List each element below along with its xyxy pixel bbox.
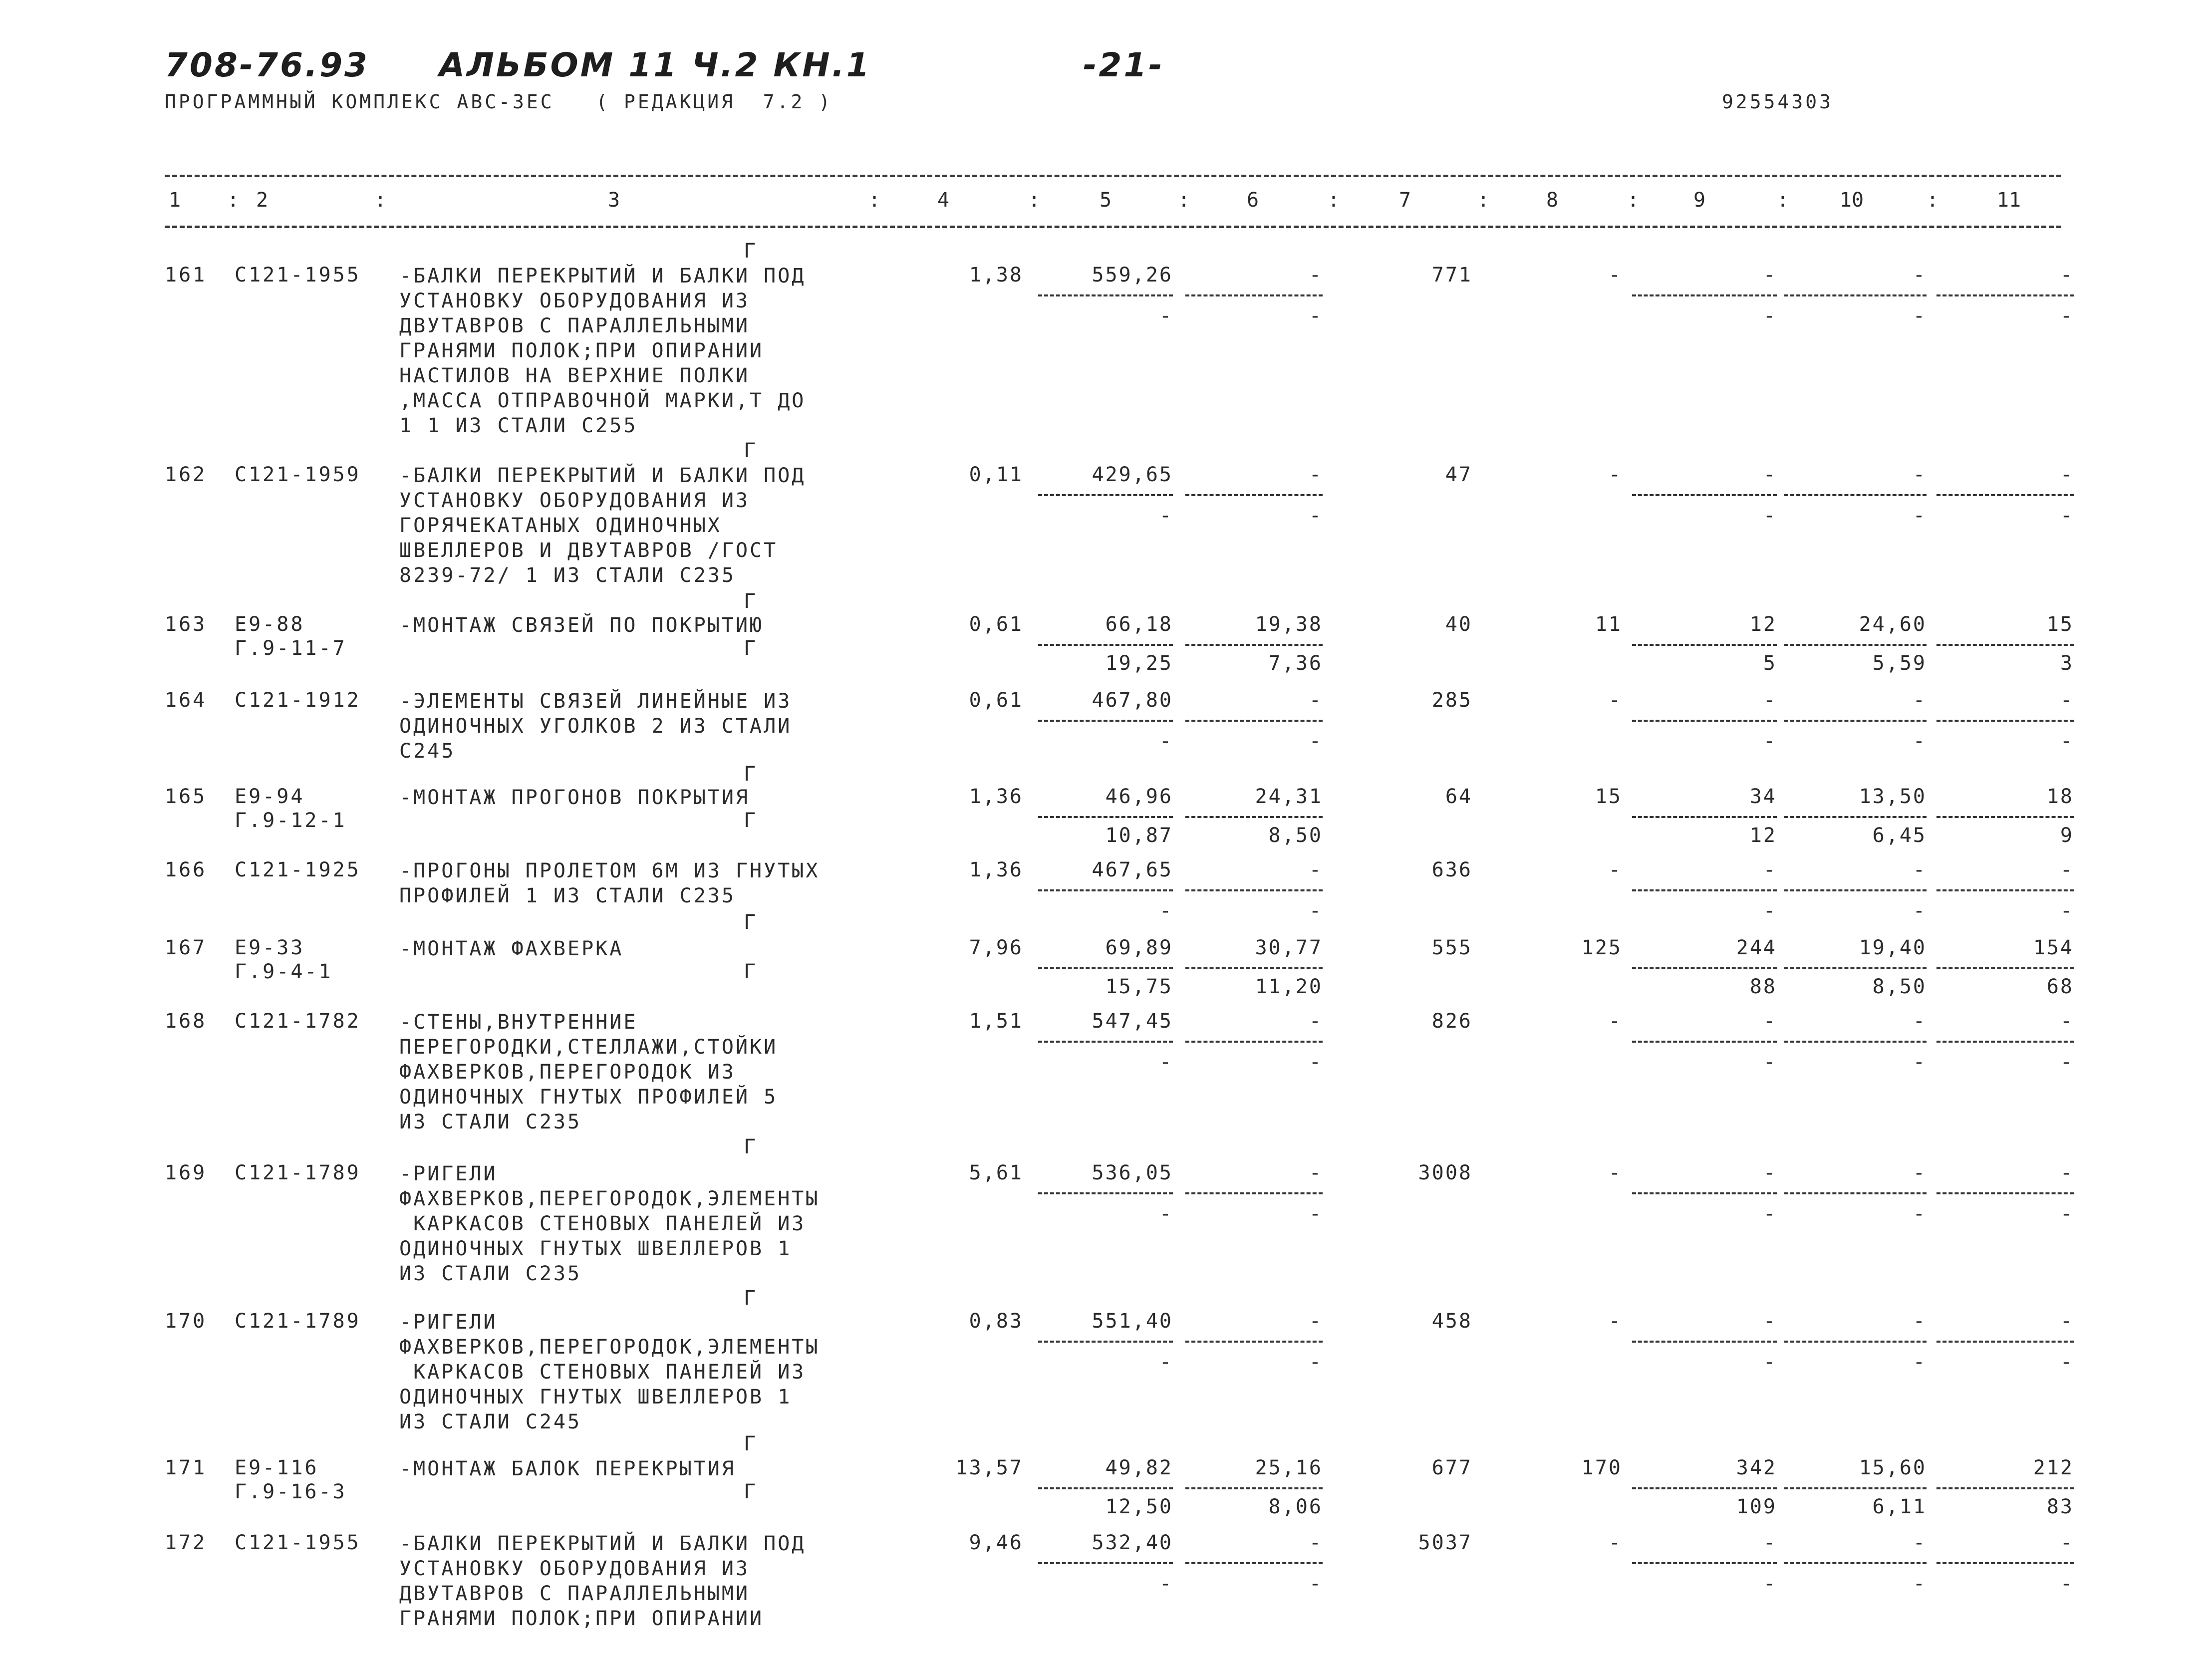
value-c6: - <box>1309 1531 1323 1554</box>
value-divider <box>1936 1487 2074 1489</box>
value-c4: 1,36 <box>969 785 1023 808</box>
value-lower-c10: - <box>1913 1202 1927 1225</box>
value-divider <box>1632 1341 1777 1343</box>
value-lower-c10: - <box>1913 899 1927 922</box>
value-c4: 9,46 <box>969 1531 1023 1554</box>
column-header-6: 6 <box>1246 189 1259 212</box>
value-divider <box>1936 294 2074 296</box>
row-description: -БАЛКИ ПЕРЕКРЫТИЙ И БАЛКИ ПОД УСТАНОВКУ ОБОРУДОВАНИЯ ИЗ ГОРЯЧЕКАТАНЫХ ОДИНОЧНЫХ ШВЕЛЛЕРОВ И ДВУТАВРОВ /ГОСТ 8239-72/ 1 ИЗ СТАЛИ С235 <box>399 464 806 587</box>
column-separator: : <box>1328 189 1340 212</box>
value-divider <box>1632 720 1777 722</box>
value-c7: 64 <box>1445 785 1472 808</box>
value-lower-c11: - <box>2060 1351 2074 1374</box>
value-divider <box>1185 644 1323 646</box>
value-c5: 66,18 <box>1105 613 1173 636</box>
value-c11: - <box>2060 1010 2074 1033</box>
row-description: -БАЛКИ ПЕРЕКРЫТИЙ И БАЛКИ ПОД УСТАНОВКУ ОБОРУДОВАНИЯ ИЗ ДВУТАВРОВ С ПАРАЛЛЕЛЬНЫМИ ГРАНЯМИ ПОЛОК;ПРИ ОПИРАНИИ <box>399 1532 806 1630</box>
row-code: С121-1955 <box>235 1531 361 1554</box>
row-code: С121-1925 <box>235 858 361 881</box>
row-code: С121-1782 <box>235 1010 361 1033</box>
value-c10: - <box>1913 463 1927 486</box>
column-separator: : <box>374 189 387 212</box>
marker-g: Г <box>744 960 756 983</box>
column-separator: : <box>868 189 881 212</box>
value-c9: - <box>1763 463 1777 486</box>
value-divider <box>1784 294 1927 296</box>
value-divider <box>1936 494 2074 496</box>
column-separator: : <box>1477 189 1490 212</box>
column-separator: : <box>227 189 240 212</box>
value-c7: 285 <box>1431 689 1472 712</box>
value-lower-c6: - <box>1309 504 1323 527</box>
value-c9: - <box>1763 689 1777 712</box>
value-c11: - <box>2060 1310 2074 1333</box>
value-c9: - <box>1763 858 1777 881</box>
row-code-secondary: Г.9-16-3 <box>235 1480 347 1503</box>
value-c11: 154 <box>2033 936 2074 959</box>
value-c7: 3008 <box>1418 1161 1472 1184</box>
value-divider <box>1632 889 1777 891</box>
value-divider <box>1784 1341 1927 1343</box>
value-lower-c10: 5,59 <box>1872 652 1927 675</box>
value-c8: - <box>1608 1161 1622 1184</box>
value-lower-c6: - <box>1309 1351 1323 1374</box>
value-c4: 5,61 <box>969 1161 1023 1184</box>
row-number: 171 <box>165 1456 207 1479</box>
value-divider <box>1632 1192 1777 1194</box>
value-c5: 429,65 <box>1092 463 1173 486</box>
value-divider <box>1185 1562 1323 1564</box>
value-c11: - <box>2060 264 2074 286</box>
value-c8: - <box>1608 463 1622 486</box>
value-lower-c10: - <box>1913 304 1927 327</box>
value-divider <box>1936 889 2074 891</box>
marker-g: Г <box>744 1480 756 1503</box>
value-divider <box>1038 720 1173 722</box>
value-c5: 532,40 <box>1092 1531 1173 1554</box>
value-lower-c5: - <box>1159 899 1173 922</box>
value-lower-c11: - <box>2060 304 2074 327</box>
value-c9: - <box>1763 1310 1777 1333</box>
value-c11: - <box>2060 1531 2074 1554</box>
value-lower-c6: 11,20 <box>1255 975 1323 998</box>
marker-g: Г <box>744 1432 756 1455</box>
value-c10: 19,40 <box>1859 936 1927 959</box>
marker-g: Г <box>744 439 756 462</box>
doc-code: 708-76.93 <box>165 46 369 84</box>
value-lower-c6: 8,06 <box>1268 1495 1323 1518</box>
value-c11: 18 <box>2046 785 2074 808</box>
value-divider <box>1038 1192 1173 1194</box>
value-divider <box>1632 1562 1777 1564</box>
value-lower-c6: - <box>1309 1202 1323 1225</box>
value-c8: - <box>1608 264 1622 286</box>
value-c7: 458 <box>1431 1310 1472 1333</box>
column-header-10: 10 <box>1839 189 1864 212</box>
row-description: -ПРОГОНЫ ПРОЛЕТОМ 6М ИЗ ГНУТЫХ ПРОФИЛЕЙ 1 ИЗ СТАЛИ С235 <box>399 859 820 907</box>
value-divider <box>1632 494 1777 496</box>
value-divider <box>1936 967 2074 969</box>
value-lower-c10: 8,50 <box>1872 975 1927 998</box>
value-lower-c9: 5 <box>1763 652 1777 675</box>
value-divider <box>1185 494 1323 496</box>
value-lower-c5: - <box>1159 1351 1173 1374</box>
value-c7: 40 <box>1445 613 1472 636</box>
value-lower-c5: - <box>1159 1572 1173 1595</box>
value-lower-c9: - <box>1763 1202 1777 1225</box>
value-c10: 13,50 <box>1859 785 1927 808</box>
page-number: -21- <box>1083 46 1164 84</box>
value-c6: - <box>1309 1161 1323 1184</box>
value-lower-c11: - <box>2060 504 2074 527</box>
value-c7: 5037 <box>1418 1531 1472 1554</box>
marker-g: Г <box>744 911 756 934</box>
value-lower-c6: - <box>1309 899 1323 922</box>
value-lower-c9: 88 <box>1749 975 1777 998</box>
value-c9: - <box>1763 1010 1777 1033</box>
value-lower-c11: - <box>2060 1572 2074 1595</box>
value-lower-c9: - <box>1763 899 1777 922</box>
row-code: Е9-116 <box>235 1456 319 1479</box>
value-lower-c5: 12,50 <box>1105 1495 1173 1518</box>
header-rule-bottom <box>165 226 2061 228</box>
value-c8: - <box>1608 858 1622 881</box>
marker-g: Г <box>744 1135 756 1158</box>
marker-g: Г <box>744 809 756 832</box>
value-lower-c9: - <box>1763 504 1777 527</box>
value-divider <box>1784 1041 1927 1043</box>
row-description: -МОНТАЖ ФАХВЕРКА <box>399 937 624 960</box>
value-lower-c11: - <box>2060 899 2074 922</box>
column-header-4: 4 <box>937 189 950 212</box>
value-c6: 19,38 <box>1255 613 1323 636</box>
row-number: 162 <box>165 463 207 486</box>
value-lower-c11: 68 <box>2046 975 2074 998</box>
value-c6: 25,16 <box>1255 1456 1323 1479</box>
value-c5: 467,80 <box>1092 689 1173 712</box>
value-c4: 0,11 <box>969 463 1023 486</box>
value-divider <box>1936 1341 2074 1343</box>
value-c8: - <box>1608 1010 1622 1033</box>
value-c11: - <box>2060 858 2074 881</box>
value-c4: 1,51 <box>969 1010 1023 1033</box>
value-c4: 0,61 <box>969 613 1023 636</box>
value-lower-c5: - <box>1159 1051 1173 1074</box>
value-c6: - <box>1309 463 1323 486</box>
value-c10: - <box>1913 1010 1927 1033</box>
value-divider <box>1936 1192 2074 1194</box>
value-c5: 547,45 <box>1092 1010 1173 1033</box>
value-c4: 0,61 <box>969 689 1023 712</box>
value-c11: - <box>2060 1161 2074 1184</box>
row-description: -РИГЕЛИ ФАХВЕРКОВ,ПЕРЕГОРОДОК,ЭЛЕМЕНТЫ КАРКАСОВ СТЕНОВЫХ ПАНЕЛЕЙ ИЗ ОДИНОЧНЫХ ГНУТЫХ ШВЕЛЛЕРОВ 1 ИЗ СТАЛИ С245 <box>399 1311 820 1433</box>
value-c6: 30,77 <box>1255 936 1323 959</box>
value-divider <box>1784 889 1927 891</box>
value-divider <box>1185 1192 1323 1194</box>
value-c4: 0,83 <box>969 1310 1023 1333</box>
value-c5: 551,40 <box>1092 1310 1173 1333</box>
value-c10: 15,60 <box>1859 1456 1927 1479</box>
value-c9: - <box>1763 264 1777 286</box>
value-c6: - <box>1309 858 1323 881</box>
row-number: 161 <box>165 264 207 286</box>
value-divider <box>1936 1041 2074 1043</box>
column-separator: : <box>1777 189 1789 212</box>
value-lower-c5: 10,87 <box>1105 824 1173 847</box>
value-c8: 170 <box>1581 1456 1622 1479</box>
value-lower-c6: - <box>1309 304 1323 327</box>
row-description: -БАЛКИ ПЕРЕКРЫТИЙ И БАЛКИ ПОД УСТАНОВКУ ОБОРУДОВАНИЯ ИЗ ДВУТАВРОВ С ПАРАЛЛЕЛЬНЫМИ ГРАНЯМИ ПОЛОК;ПРИ ОПИРАНИИ НАСТИЛОВ НА ВЕРХНИЕ ПОЛКИ ,МАССА ОТПРАВОЧНОЙ МАРКИ,Т ДО 1 1 ИЗ СТАЛИ С255 <box>399 265 806 437</box>
value-c9: 244 <box>1736 936 1777 959</box>
value-c7: 47 <box>1445 463 1472 486</box>
marker-g: Г <box>744 240 756 263</box>
value-lower-c5: - <box>1159 1202 1173 1225</box>
row-description: -СТЕНЫ,ВНУТРЕННИЕ ПЕРЕГОРОДКИ,СТЕЛЛАЖИ,СТОЙКИ ФАХВЕРКОВ,ПЕРЕГОРОДОК ИЗ ОДИНОЧНЫХ ГНУТЫХ ПРОФИЛЕЙ 5 ИЗ СТАЛИ С235 <box>399 1011 778 1133</box>
value-lower-c9: - <box>1763 1572 1777 1595</box>
value-lower-c9: - <box>1763 304 1777 327</box>
column-separator: : <box>1927 189 1939 212</box>
value-c5: 467,65 <box>1092 858 1173 881</box>
value-c5: 49,82 <box>1105 1456 1173 1479</box>
value-lower-c11: 9 <box>2060 824 2074 847</box>
row-number: 164 <box>165 689 207 712</box>
value-c11: 15 <box>2046 613 2074 636</box>
value-c8: - <box>1608 1531 1622 1554</box>
value-c5: 536,05 <box>1092 1161 1173 1184</box>
value-lower-c6: - <box>1309 1572 1323 1595</box>
value-c11: - <box>2060 689 2074 712</box>
row-number: 172 <box>165 1531 207 1554</box>
value-lower-c9: 109 <box>1736 1495 1777 1518</box>
value-c11: - <box>2060 463 2074 486</box>
value-lower-c11: 3 <box>2060 652 2074 675</box>
value-divider <box>1185 889 1323 891</box>
column-header-11: 11 <box>1996 189 2021 212</box>
column-header-9: 9 <box>1693 189 1706 212</box>
value-divider <box>1038 1341 1173 1343</box>
program-title: ПРОГРАММНЫЙ КОМПЛЕКС АВС-3ЕС ( РЕДАКЦИЯ 7.2 ) <box>165 91 833 113</box>
marker-g: Г <box>744 637 756 660</box>
column-separator: : <box>1028 189 1041 212</box>
value-divider <box>1632 1041 1777 1043</box>
row-description: -МОНТАЖ СВЯЗЕЙ ПО ПОКРЫТИЮ <box>399 614 764 637</box>
value-c10: - <box>1913 1310 1927 1333</box>
value-c7: 555 <box>1431 936 1472 959</box>
row-number: 167 <box>165 936 207 959</box>
value-c4: 13,57 <box>955 1456 1023 1479</box>
value-divider <box>1784 720 1927 722</box>
row-number: 170 <box>165 1310 207 1333</box>
column-header-2: 2 <box>256 189 269 212</box>
value-c7: 636 <box>1431 858 1472 881</box>
value-divider <box>1784 1192 1927 1194</box>
marker-g: Г <box>744 1287 756 1310</box>
value-divider <box>1038 1487 1173 1489</box>
value-divider <box>1038 1562 1173 1564</box>
value-divider <box>1632 1487 1777 1489</box>
value-c10: - <box>1913 689 1927 712</box>
value-lower-c10: - <box>1913 1051 1927 1074</box>
value-divider <box>1038 644 1173 646</box>
value-lower-c10: 6,11 <box>1872 1495 1927 1518</box>
value-lower-c11: - <box>2060 1051 2074 1074</box>
value-c9: 12 <box>1749 613 1777 636</box>
value-divider <box>1185 816 1323 818</box>
value-divider <box>1784 967 1927 969</box>
value-c11: 212 <box>2033 1456 2074 1479</box>
value-divider <box>1185 1341 1323 1343</box>
row-number: 168 <box>165 1010 207 1033</box>
row-number: 165 <box>165 785 207 808</box>
column-separator: : <box>1178 189 1190 212</box>
row-number: 169 <box>165 1161 207 1184</box>
value-divider <box>1038 889 1173 891</box>
value-c8: 125 <box>1581 936 1622 959</box>
value-c9: - <box>1763 1531 1777 1554</box>
value-lower-c10: - <box>1913 730 1927 753</box>
value-c8: - <box>1608 689 1622 712</box>
marker-g: Г <box>744 590 756 613</box>
value-divider <box>1632 816 1777 818</box>
value-divider <box>1185 1487 1323 1489</box>
value-divider <box>1038 816 1173 818</box>
value-lower-c9: - <box>1763 1351 1777 1374</box>
value-lower-c5: - <box>1159 304 1173 327</box>
value-c10: 24,60 <box>1859 613 1927 636</box>
value-divider <box>1784 494 1927 496</box>
value-divider <box>1038 494 1173 496</box>
row-number: 166 <box>165 858 207 881</box>
row-code-secondary: Г.9-4-1 <box>235 960 333 983</box>
value-divider <box>1038 967 1173 969</box>
value-lower-c5: - <box>1159 730 1173 753</box>
column-header-1: 1 <box>168 189 181 212</box>
value-c6: - <box>1309 689 1323 712</box>
column-header-8: 8 <box>1546 189 1559 212</box>
value-divider <box>1185 967 1323 969</box>
value-c9: 342 <box>1736 1456 1777 1479</box>
value-lower-c10: - <box>1913 504 1927 527</box>
value-divider <box>1936 1562 2074 1564</box>
value-c5: 559,26 <box>1092 264 1173 286</box>
value-c6: 24,31 <box>1255 785 1323 808</box>
row-code: С121-1959 <box>235 463 361 486</box>
value-c6: - <box>1309 1010 1323 1033</box>
value-divider <box>1185 1041 1323 1043</box>
value-c8: 15 <box>1595 785 1622 808</box>
column-header-3: 3 <box>607 189 620 212</box>
value-lower-c10: 6,45 <box>1872 824 1927 847</box>
row-number: 163 <box>165 613 207 636</box>
value-lower-c9: 12 <box>1749 824 1777 847</box>
row-description: -РИГЕЛИ ФАХВЕРКОВ,ПЕРЕГОРОДОК,ЭЛЕМЕНТЫ КАРКАСОВ СТЕНОВЫХ ПАНЕЛЕЙ ИЗ ОДИНОЧНЫХ ГНУТЫХ ШВЕЛЛЕРОВ 1 ИЗ СТАЛИ С235 <box>399 1162 820 1285</box>
value-c5: 69,89 <box>1105 936 1173 959</box>
value-lower-c5: - <box>1159 504 1173 527</box>
album-label: АЛЬБОМ 11 Ч.2 КН.1 <box>439 46 871 84</box>
value-divider <box>1038 1041 1173 1043</box>
value-c7: 677 <box>1431 1456 1472 1479</box>
row-code: Е9-33 <box>235 936 305 959</box>
value-c6: - <box>1309 1310 1323 1333</box>
value-divider <box>1936 720 2074 722</box>
value-c5: 46,96 <box>1105 785 1173 808</box>
value-lower-c11: - <box>2060 730 2074 753</box>
value-c6: - <box>1309 264 1323 286</box>
value-lower-c10: - <box>1913 1572 1927 1595</box>
value-c9: - <box>1763 1161 1777 1184</box>
value-lower-c5: 15,75 <box>1105 975 1173 998</box>
value-c10: - <box>1913 1531 1927 1554</box>
value-lower-c11: - <box>2060 1202 2074 1225</box>
row-code-secondary: Г.9-11-7 <box>235 637 347 660</box>
value-lower-c11: 83 <box>2046 1495 2074 1518</box>
row-code: С121-1955 <box>235 264 361 286</box>
row-code: С121-1912 <box>235 689 361 712</box>
value-lower-c6: - <box>1309 730 1323 753</box>
value-c4: 1,38 <box>969 264 1023 286</box>
value-divider <box>1936 816 2074 818</box>
value-lower-c6: 7,36 <box>1268 652 1323 675</box>
row-code: С121-1789 <box>235 1310 361 1333</box>
column-header-5: 5 <box>1099 189 1112 212</box>
value-divider <box>1038 294 1173 296</box>
value-c4: 7,96 <box>969 936 1023 959</box>
marker-g: Г <box>744 763 756 786</box>
value-divider <box>1632 967 1777 969</box>
value-c4: 1,36 <box>969 858 1023 881</box>
row-code: Е9-88 <box>235 613 305 636</box>
column-header-7: 7 <box>1398 189 1411 212</box>
value-lower-c10: - <box>1913 1351 1927 1374</box>
value-c10: - <box>1913 1161 1927 1184</box>
value-c8: - <box>1608 1310 1622 1333</box>
value-c7: 826 <box>1431 1010 1472 1033</box>
value-lower-c5: 19,25 <box>1105 652 1173 675</box>
value-lower-c6: 8,50 <box>1268 824 1323 847</box>
value-divider <box>1784 644 1927 646</box>
row-description: -МОНТАЖ ПРОГОНОВ ПОКРЫТИЯ <box>399 786 750 809</box>
value-c8: 11 <box>1595 613 1622 636</box>
value-divider <box>1632 644 1777 646</box>
value-divider <box>1936 644 2074 646</box>
value-divider <box>1185 294 1323 296</box>
value-divider <box>1632 294 1777 296</box>
value-c7: 771 <box>1431 264 1472 286</box>
value-divider <box>1784 1487 1927 1489</box>
row-code: С121-1789 <box>235 1161 361 1184</box>
row-code: Е9-94 <box>235 785 305 808</box>
column-separator: : <box>1627 189 1640 212</box>
value-divider <box>1784 1562 1927 1564</box>
doc-id: 92554303 <box>1722 91 1834 113</box>
header-rule-top <box>165 175 2061 177</box>
value-lower-c9: - <box>1763 1051 1777 1074</box>
value-lower-c6: - <box>1309 1051 1323 1074</box>
value-divider <box>1185 720 1323 722</box>
value-c10: - <box>1913 858 1927 881</box>
value-c10: - <box>1913 264 1927 286</box>
row-description: -МОНТАЖ БАЛОК ПЕРЕКРЫТИЯ <box>399 1457 736 1480</box>
row-code-secondary: Г.9-12-1 <box>235 809 347 832</box>
value-lower-c9: - <box>1763 730 1777 753</box>
row-description: -ЭЛЕМЕНТЫ СВЯЗЕЙ ЛИНЕЙНЫЕ ИЗ ОДИНОЧНЫХ УГОЛКОВ 2 ИЗ СТАЛИ С245 <box>399 690 792 763</box>
value-c9: 34 <box>1749 785 1777 808</box>
value-divider <box>1784 816 1927 818</box>
